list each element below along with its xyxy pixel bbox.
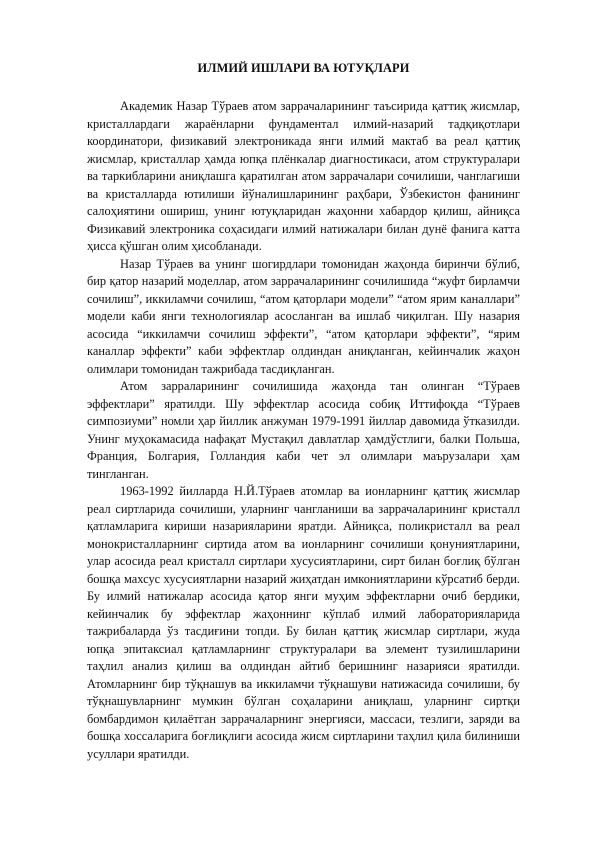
page-title: ИЛМИЙ ИШЛАРИ ВА ЮТУҚЛАРИ — [197, 61, 410, 75]
paragraph-models: Назар Тўраев ва унинг шогирдлари томонидан жаҳонда биринчи бўлиб, бир қатор назарий моделлар, атом заррачаларининг сочилишида “жуфт бирламчи сочилиш”, иккиламчи сочилиш, “атом қаторлари модели” “атом ярим каналлари” модели каби янги технологиялар асосланган ва ишлаб чиқилган. Шу назария асосида “иккиламчи сочилиш эффекти”, “атом қаторлари эффекти”, “ярим каналлар эффекти” каби эффектлар олдиндан аниқланган, кейинчалик жаҳон олимлари томонидан тажрибада тасдиқланган. — [87, 256, 520, 376]
paragraph-intro: Академик Назар Тўраев атом заррачаларининг таъсирида қаттиқ жисмлар, кристаллардаги жараёнларни фундаментал илмий-назарий тадқиқотлари координатори, физикавий электроникада янги илмий мактаб ва реал қаттиқ жисмлар, кристаллар ҳамда юпқа плёнкалар диагностикаси, атом структуралари ва таркибларини аниқлашга қаратилган атом заррачалари сочилиши, чанглагиши ва кристалларда ютилиши йўналишларининг раҳбари, Ўзбекистон фанининг салоҳиятини ошириш, унинг ютуқларидан жаҳонни хабардор қилиш, айниқса Физикавий электроника соҳасидаги илмий натижалари билан дунё фанига катта ҳисса қўшган олим ҳисобланади. — [87, 99, 520, 253]
document-page — [87, 60, 520, 763]
paragraph-theories: 1963-1992 йилларда Н.Й.Тўраев атомлар ва ионларнинг қаттиқ жисмлар реал сиртларида сочилиши, уларнинг чангланиши ва заррачаларининг кристалл қатламларига кириши назарияларини яратди. Айниқса, поликристалл ва реал монокристалларнинг сиртида атом ва ионларнинг сочилиши қонуниятларини, улар асосида реал кристалл сиртлари хусусиятларини, сирт билан боғлиқ бўлган бошқа махсус хусусиятларни назарий жиҳатдан имкониятларини кўрсатиб берди. Бу илмий натижалар асосида қатор янги муҳим эффектларни очиб бердики, кейинчалик бу эффектлар жаҳоннинг кўплаб илмий лабораторияларида тажрибаларда ўз тасдиғини топди. Бу билан қаттиқ жисмлар сиртлари, жуда юпқа эпитаксиал қатламларнинг структуралари ва элемент тузилишларини таҳлил анализ қилиш ва олдиндан айтиб беришнинг назарияси яратилди. Атомларнинг бир тўқнашув ва иккиламчи тўқнашуви натижасида сочилиши, бу тўқнашувларнинг мумкин бўлган соҳаларини аниқлаш, уларнинг сиртқи бомбардимон қилаётган заррачаларнинг энергияси, массаси, тезлиги, заряди ва бошқа хоссаларига боғлиқлиги асосида жисм сиртларини таҳлил қила билиниши усуллари яратилди. — [87, 484, 520, 761]
paragraph-effects: Атом зарраларининг сочилишида жаҳонда тан олинган “Тўраев эффектлари” яратилди. Шу эффектлар асосида собиқ Иттифоқда “Тўраев симпозиуми” номли ҳар йиллик анжуман 1979-1991 йиллар давомида ўтказилди. Унинг муҳокамасида нафақат Мустақил давлатлар ҳамдўстлиги, балки Польша, Франция, Болгария, Голландия каби чет эл олимлари маърузалари ҳам тингланган. — [87, 379, 520, 481]
